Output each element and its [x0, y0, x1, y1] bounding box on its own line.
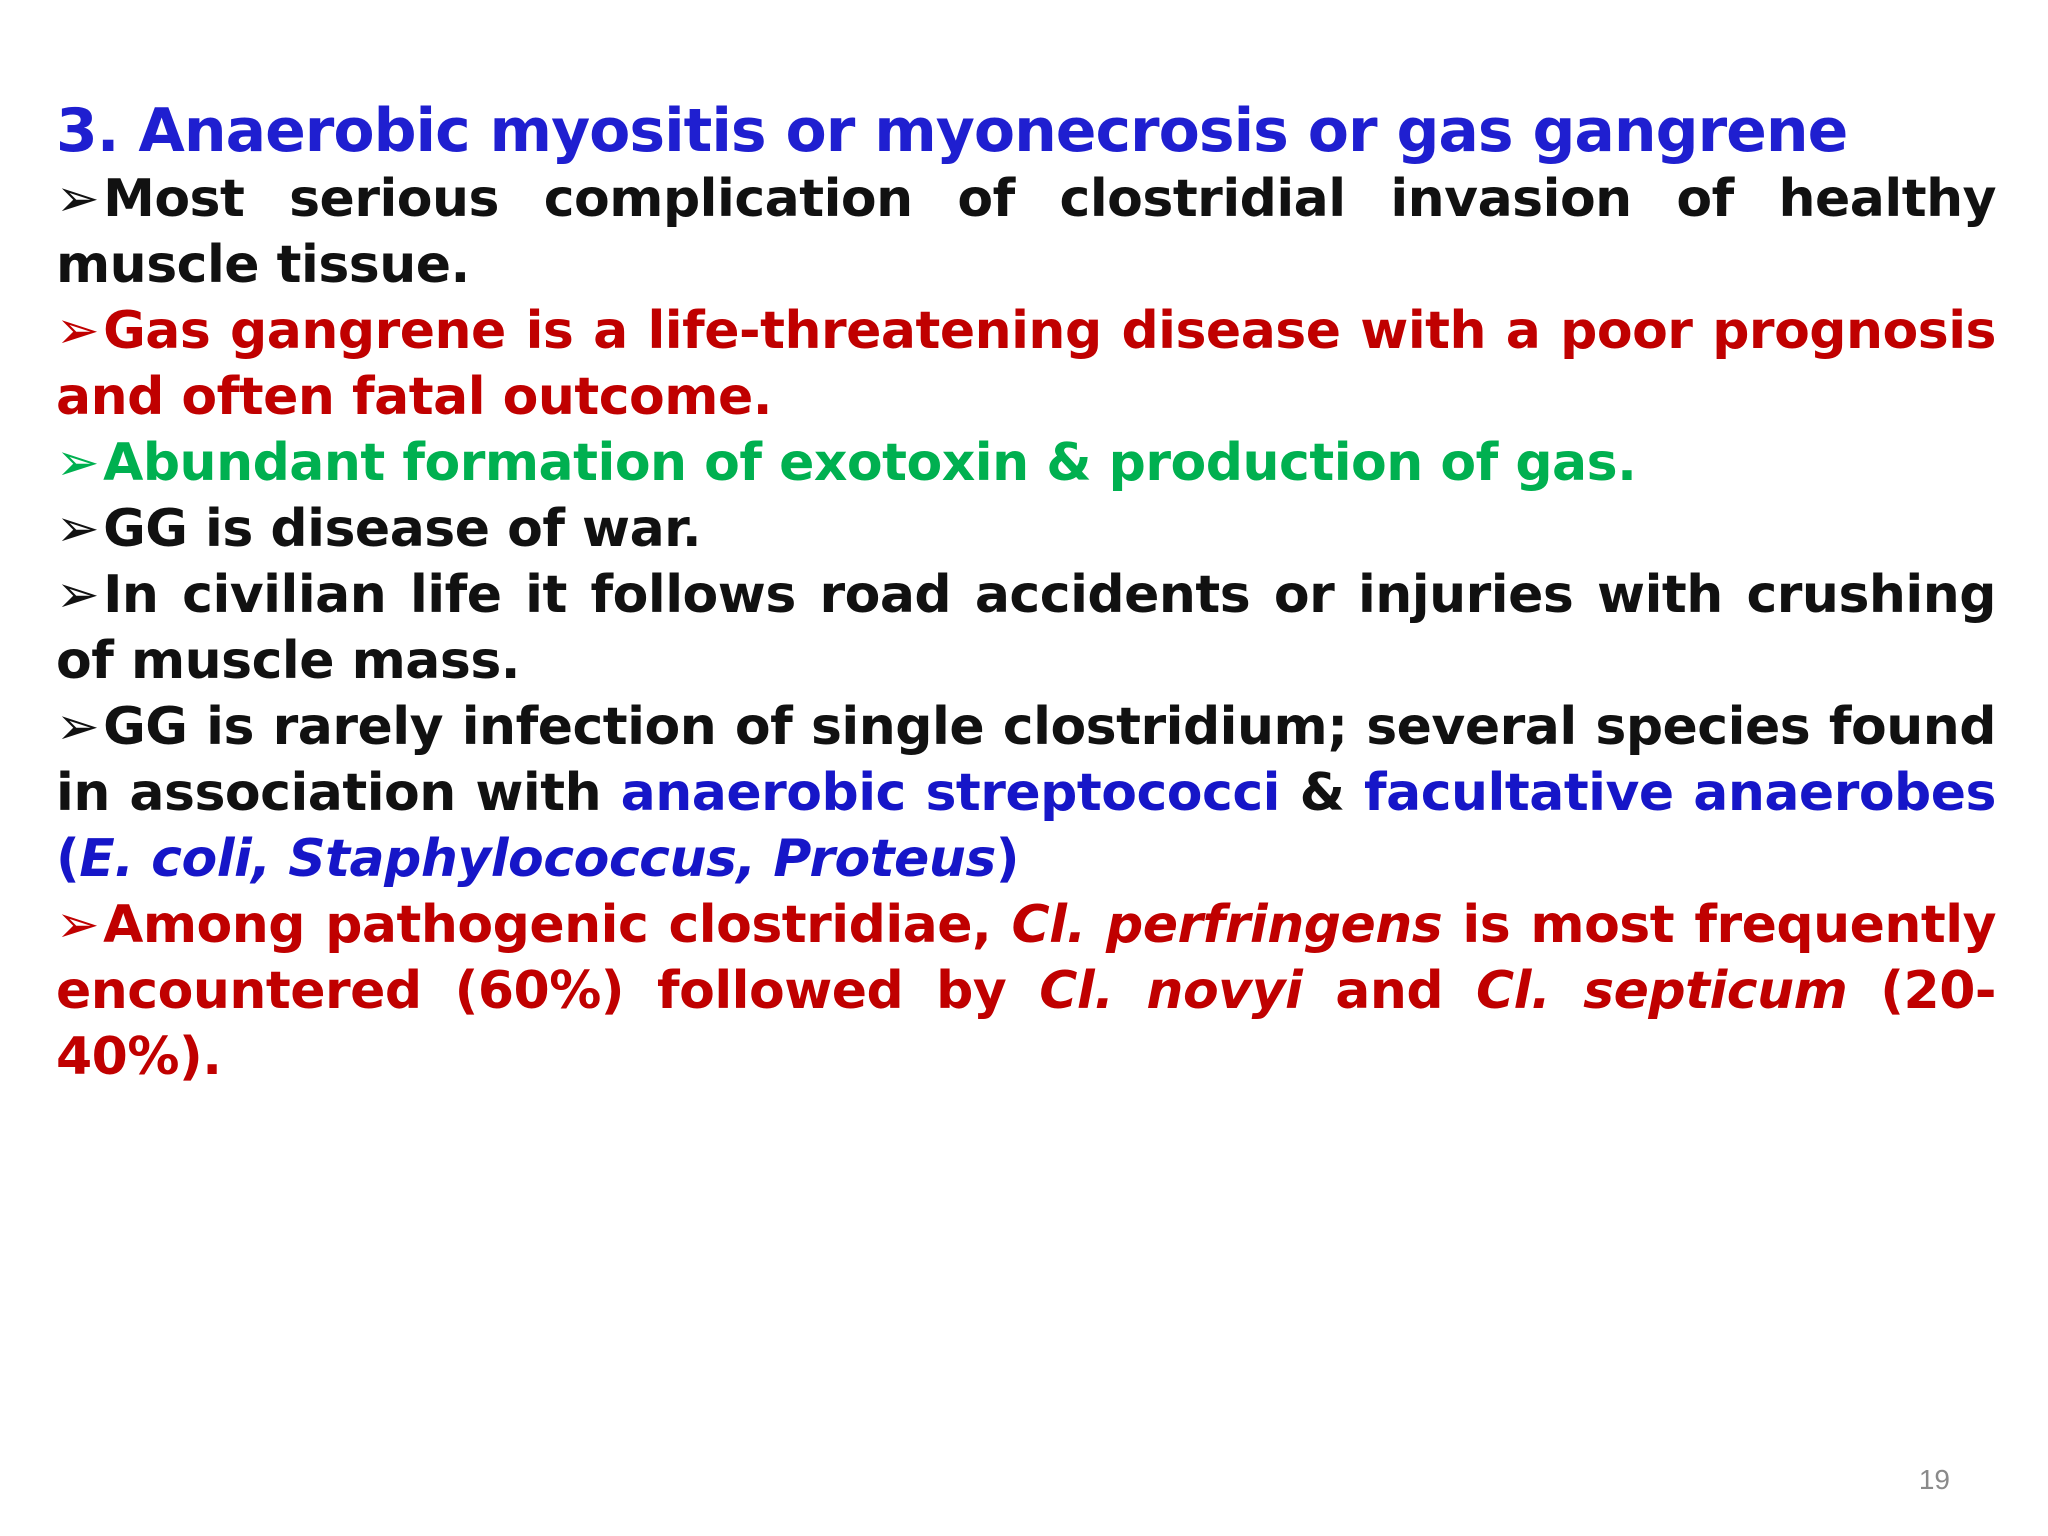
slide-content [56, 96, 1996, 1090]
bullet-7-text-b: Cl. perfringens [1011, 895, 1443, 955]
arrow-bullet-icon: ➢ [56, 499, 100, 559]
arrow-bullet-icon: ➢ [56, 301, 100, 361]
page-number: 19 [1918, 1464, 1950, 1495]
bullet-6 [56, 694, 1996, 892]
bullet-7 [56, 892, 1996, 1090]
bullet-5 [56, 562, 1996, 694]
bullet-1-text: Most serious complication of clostridial invasion of healthy muscle tissue. [56, 169, 1996, 295]
bullet-6-text-e: E. coli, Staphylococcus, Proteus [79, 829, 996, 889]
bullet-7-text-e: and [1302, 961, 1476, 1021]
bullet-6-text-d: facultative anaerobes ( [56, 763, 1997, 889]
bullet-3-text: Abundant formation of exotoxin & production of gas. [103, 433, 1637, 493]
arrow-bullet-icon: ➢ [56, 895, 100, 955]
arrow-bullet-icon: ➢ [56, 433, 100, 493]
bullet-4-text: GG is disease of war. [103, 499, 702, 559]
bullet-7-text-a: Among pathogenic clostridiae, [103, 895, 1012, 955]
bullet-6-text-a: GG is rarely infection of single clostridium; several species found in association with [56, 697, 1996, 823]
bullet-2 [56, 298, 1996, 430]
bullet-7-text-f: Cl. septicum [1476, 961, 1848, 1021]
arrow-bullet-icon: ➢ [56, 697, 100, 757]
arrow-bullet-icon: ➢ [56, 169, 100, 229]
bullet-3 [56, 430, 1996, 496]
slide-title: 3. Anaerobic myositis or myonecrosis or gas gangrene [56, 96, 1848, 166]
arrow-bullet-icon: ➢ [56, 565, 100, 625]
bullet-6-text-f: ) [995, 829, 1020, 889]
bullet-6-text-b: anaerobic streptococci [620, 763, 1280, 823]
bullet-7-text-g: (20-40%). [56, 961, 1996, 1087]
bullet-6-text-c: & [1280, 763, 1364, 823]
bullet-7-text-c: is most frequently encountered (60%) followed by [56, 895, 1996, 1021]
bullet-1 [56, 166, 1996, 298]
bullet-5-text: In civilian life it follows road accidents or injuries with crushing of muscle mass. [56, 565, 1996, 691]
bullet-2-text: Gas gangrene is a life-threatening disease with a poor prognosis and often fatal outcome. [56, 301, 1996, 427]
bullet-7-text-d: Cl. novyi [1039, 961, 1303, 1021]
bullet-4 [56, 496, 1996, 562]
